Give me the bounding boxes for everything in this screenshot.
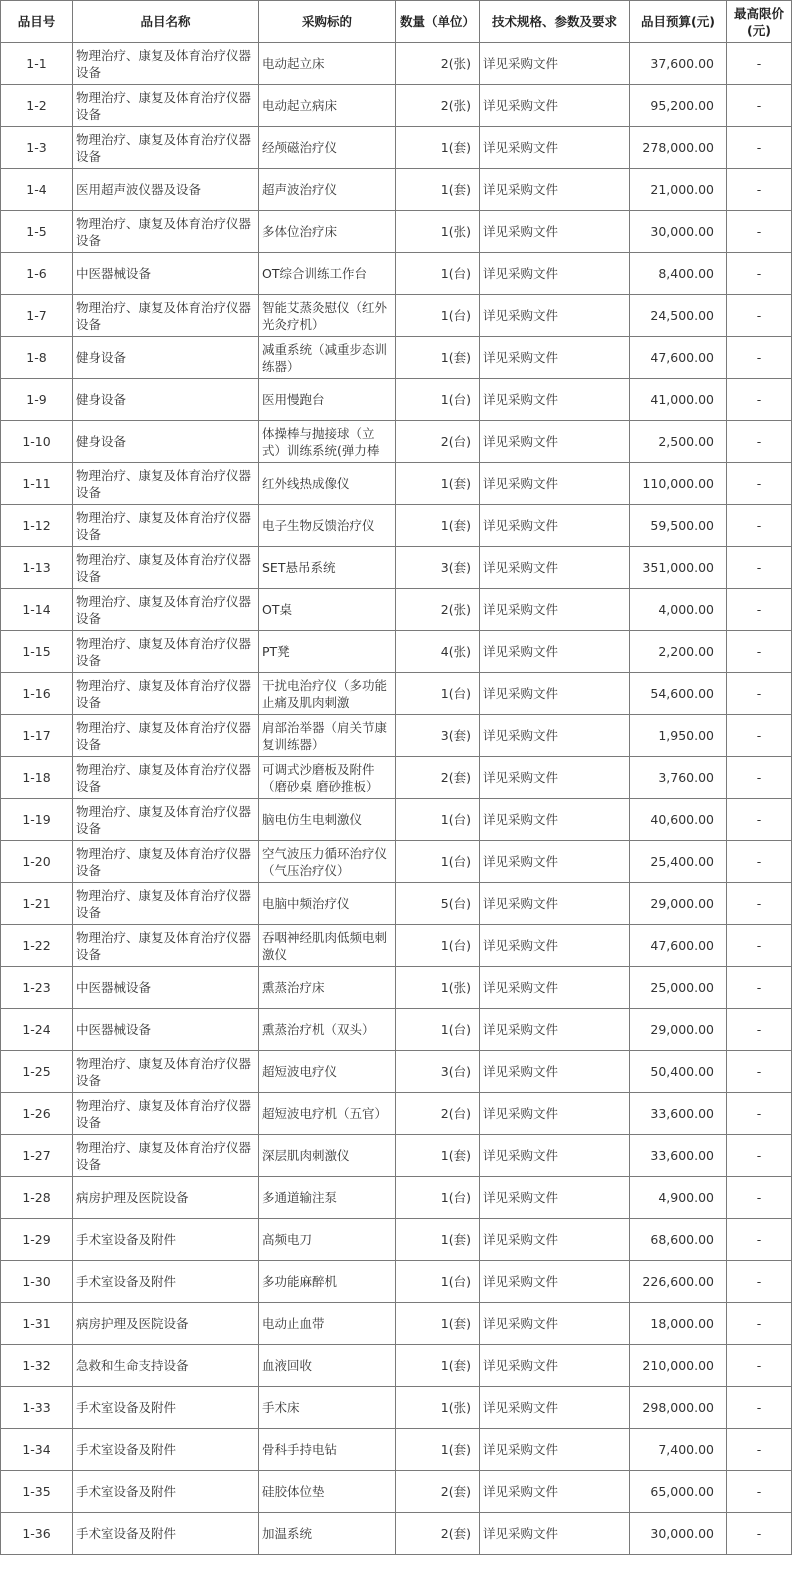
- cell-item-category: 手术室设备及附件: [73, 1471, 259, 1513]
- cell-specification: 详见采购文件: [480, 337, 630, 379]
- cell-budget: 30,000.00: [630, 211, 727, 253]
- header-max-price: 最高限价(元): [727, 1, 792, 43]
- cell-procurement-item: 智能艾蒸灸慰仪（红外光灸疗机）: [259, 295, 396, 337]
- cell-budget: 3,760.00: [630, 757, 727, 799]
- cell-procurement-item: 熏蒸治疗床: [259, 967, 396, 1009]
- cell-item-id: 1-15: [1, 631, 73, 673]
- table-row: [1, 631, 792, 673]
- cell-specification: 详见采购文件: [480, 715, 630, 757]
- cell-max-price: -: [727, 799, 792, 841]
- table-row: [1, 1135, 792, 1177]
- cell-item-category: 病房护理及医院设备: [73, 1303, 259, 1345]
- cell-quantity: 1(套): [396, 1135, 480, 1177]
- header-item-id: 品目号: [1, 1, 73, 43]
- cell-specification: 详见采购文件: [480, 967, 630, 1009]
- cell-item-category: 物理治疗、康复及体育治疗仪器设备: [73, 715, 259, 757]
- table-row: [1, 211, 792, 253]
- cell-procurement-item: 硅胶体位垫: [259, 1471, 396, 1513]
- cell-max-price: -: [727, 379, 792, 421]
- cell-procurement-item: 高频电刀: [259, 1219, 396, 1261]
- cell-procurement-item: 电脑中频治疗仪: [259, 883, 396, 925]
- cell-item-category: 物理治疗、康复及体育治疗仪器设备: [73, 841, 259, 883]
- cell-item-category: 物理治疗、康复及体育治疗仪器设备: [73, 757, 259, 799]
- table-row: [1, 967, 792, 1009]
- cell-specification: 详见采购文件: [480, 379, 630, 421]
- cell-item-category: 手术室设备及附件: [73, 1219, 259, 1261]
- cell-quantity: 3(台): [396, 1051, 480, 1093]
- cell-item-id: 1-9: [1, 379, 73, 421]
- cell-procurement-item: 超短波电疗仪: [259, 1051, 396, 1093]
- cell-procurement-item: 电动起立床: [259, 43, 396, 85]
- cell-item-id: 1-35: [1, 1471, 73, 1513]
- cell-specification: 详见采购文件: [480, 1051, 630, 1093]
- table-row: [1, 421, 792, 463]
- cell-item-id: 1-22: [1, 925, 73, 967]
- cell-item-category: 物理治疗、康复及体育治疗仪器设备: [73, 1135, 259, 1177]
- cell-specification: 详见采购文件: [480, 673, 630, 715]
- cell-budget: 25,000.00: [630, 967, 727, 1009]
- cell-specification: 详见采购文件: [480, 1009, 630, 1051]
- cell-max-price: -: [727, 505, 792, 547]
- cell-quantity: 2(张): [396, 43, 480, 85]
- cell-budget: 29,000.00: [630, 883, 727, 925]
- cell-item-id: 1-33: [1, 1387, 73, 1429]
- cell-procurement-item: 可调式沙磨板及附件（磨砂桌 磨砂推板）: [259, 757, 396, 799]
- cell-quantity: 2(台): [396, 1093, 480, 1135]
- cell-procurement-item: 电动止血带: [259, 1303, 396, 1345]
- cell-item-category: 手术室设备及附件: [73, 1261, 259, 1303]
- cell-item-category: 医用超声波仪器及设备: [73, 169, 259, 211]
- cell-max-price: -: [727, 295, 792, 337]
- cell-quantity: 1(台): [396, 1177, 480, 1219]
- cell-budget: 47,600.00: [630, 337, 727, 379]
- table-row: [1, 925, 792, 967]
- cell-max-price: -: [727, 967, 792, 1009]
- cell-procurement-item: 吞咽神经肌肉低频电刺激仪: [259, 925, 396, 967]
- cell-item-category: 中医器械设备: [73, 1009, 259, 1051]
- cell-budget: 33,600.00: [630, 1135, 727, 1177]
- cell-item-id: 1-34: [1, 1429, 73, 1471]
- cell-quantity: 1(张): [396, 1387, 480, 1429]
- cell-item-category: 物理治疗、康复及体育治疗仪器设备: [73, 463, 259, 505]
- cell-item-category: 物理治疗、康复及体育治疗仪器设备: [73, 547, 259, 589]
- header-procurement-item: 采购标的: [259, 1, 396, 43]
- table-row: [1, 1219, 792, 1261]
- table-row: [1, 379, 792, 421]
- table-row: [1, 295, 792, 337]
- cell-item-category: 中医器械设备: [73, 967, 259, 1009]
- table-row: [1, 1303, 792, 1345]
- cell-item-category: 急救和生命支持设备: [73, 1345, 259, 1387]
- cell-budget: 50,400.00: [630, 1051, 727, 1093]
- cell-budget: 8,400.00: [630, 253, 727, 295]
- cell-item-category: 健身设备: [73, 337, 259, 379]
- cell-specification: 详见采购文件: [480, 85, 630, 127]
- cell-specification: 详见采购文件: [480, 757, 630, 799]
- cell-quantity: 1(台): [396, 799, 480, 841]
- cell-specification: 详见采购文件: [480, 127, 630, 169]
- cell-procurement-item: 深层肌肉刺激仪: [259, 1135, 396, 1177]
- table-body: [1, 43, 792, 1555]
- cell-item-id: 1-13: [1, 547, 73, 589]
- cell-max-price: -: [727, 757, 792, 799]
- cell-procurement-item: 电子生物反馈治疗仪: [259, 505, 396, 547]
- cell-item-category: 物理治疗、康复及体育治疗仪器设备: [73, 673, 259, 715]
- header-budget: 品目预算(元): [630, 1, 727, 43]
- table-row: [1, 505, 792, 547]
- cell-quantity: 1(台): [396, 295, 480, 337]
- cell-procurement-item: OT综合训练工作台: [259, 253, 396, 295]
- cell-item-id: 1-29: [1, 1219, 73, 1261]
- table-row: [1, 841, 792, 883]
- cell-procurement-item: 血液回收: [259, 1345, 396, 1387]
- cell-procurement-item: 电动起立病床: [259, 85, 396, 127]
- cell-specification: 详见采购文件: [480, 1093, 630, 1135]
- cell-quantity: 2(张): [396, 85, 480, 127]
- header-specification: 技术规格、参数及要求: [480, 1, 630, 43]
- header-quantity: 数量（单位）: [396, 1, 480, 43]
- table-row: [1, 1261, 792, 1303]
- table-row: [1, 337, 792, 379]
- cell-budget: 59,500.00: [630, 505, 727, 547]
- cell-item-id: 1-4: [1, 169, 73, 211]
- cell-item-id: 1-27: [1, 1135, 73, 1177]
- cell-item-id: 1-36: [1, 1513, 73, 1555]
- cell-max-price: -: [727, 1051, 792, 1093]
- cell-item-id: 1-2: [1, 85, 73, 127]
- cell-item-category: 手术室设备及附件: [73, 1387, 259, 1429]
- table-row: [1, 169, 792, 211]
- cell-quantity: 1(台): [396, 673, 480, 715]
- cell-item-id: 1-24: [1, 1009, 73, 1051]
- cell-budget: 110,000.00: [630, 463, 727, 505]
- cell-procurement-item: 超声波治疗仪: [259, 169, 396, 211]
- cell-max-price: -: [727, 841, 792, 883]
- cell-procurement-item: 熏蒸治疗机（双头）: [259, 1009, 396, 1051]
- cell-procurement-item: 经颅磁治疗仪: [259, 127, 396, 169]
- cell-item-category: 物理治疗、康复及体育治疗仪器设备: [73, 505, 259, 547]
- table-row: [1, 1009, 792, 1051]
- cell-item-category: 健身设备: [73, 379, 259, 421]
- cell-procurement-item: 红外线热成像仪: [259, 463, 396, 505]
- cell-item-id: 1-17: [1, 715, 73, 757]
- cell-item-id: 1-5: [1, 211, 73, 253]
- cell-max-price: -: [727, 1471, 792, 1513]
- cell-budget: 95,200.00: [630, 85, 727, 127]
- cell-specification: 详见采购文件: [480, 421, 630, 463]
- table-row: [1, 715, 792, 757]
- cell-procurement-item: 脑电仿生电刺激仪: [259, 799, 396, 841]
- cell-quantity: 1(套): [396, 1429, 480, 1471]
- cell-max-price: -: [727, 925, 792, 967]
- cell-budget: 40,600.00: [630, 799, 727, 841]
- cell-quantity: 2(台): [396, 421, 480, 463]
- cell-quantity: 3(套): [396, 547, 480, 589]
- table-row: [1, 1429, 792, 1471]
- cell-quantity: 2(套): [396, 1513, 480, 1555]
- cell-quantity: 1(台): [396, 841, 480, 883]
- cell-specification: 详见采购文件: [480, 169, 630, 211]
- cell-specification: 详见采购文件: [480, 925, 630, 967]
- cell-item-category: 物理治疗、康复及体育治疗仪器设备: [73, 1051, 259, 1093]
- cell-budget: 1,950.00: [630, 715, 727, 757]
- cell-item-category: 健身设备: [73, 421, 259, 463]
- cell-item-category: 物理治疗、康复及体育治疗仪器设备: [73, 43, 259, 85]
- cell-quantity: 5(台): [396, 883, 480, 925]
- cell-max-price: -: [727, 883, 792, 925]
- cell-item-id: 1-20: [1, 841, 73, 883]
- cell-item-id: 1-18: [1, 757, 73, 799]
- cell-quantity: 2(张): [396, 589, 480, 631]
- cell-max-price: -: [727, 1303, 792, 1345]
- cell-max-price: -: [727, 1009, 792, 1051]
- cell-item-category: 手术室设备及附件: [73, 1429, 259, 1471]
- cell-budget: 33,600.00: [630, 1093, 727, 1135]
- cell-item-category: 物理治疗、康复及体育治疗仪器设备: [73, 127, 259, 169]
- cell-budget: 47,600.00: [630, 925, 727, 967]
- cell-max-price: -: [727, 631, 792, 673]
- cell-specification: 详见采购文件: [480, 1177, 630, 1219]
- cell-max-price: -: [727, 1093, 792, 1135]
- cell-max-price: -: [727, 589, 792, 631]
- header-row: [1, 1, 792, 43]
- cell-procurement-item: 医用慢跑台: [259, 379, 396, 421]
- cell-max-price: -: [727, 1177, 792, 1219]
- cell-quantity: 1(张): [396, 211, 480, 253]
- cell-procurement-item: 干扰电治疗仪（多功能止痛及肌肉刺激: [259, 673, 396, 715]
- cell-item-category: 物理治疗、康复及体育治疗仪器设备: [73, 589, 259, 631]
- cell-budget: 68,600.00: [630, 1219, 727, 1261]
- cell-budget: 24,500.00: [630, 295, 727, 337]
- cell-max-price: -: [727, 1345, 792, 1387]
- cell-budget: 2,500.00: [630, 421, 727, 463]
- cell-item-id: 1-32: [1, 1345, 73, 1387]
- cell-specification: 详见采购文件: [480, 1261, 630, 1303]
- header-item-category: 品目名称: [73, 1, 259, 43]
- cell-quantity: 2(套): [396, 1471, 480, 1513]
- cell-max-price: -: [727, 253, 792, 295]
- cell-max-price: -: [727, 1135, 792, 1177]
- table-row: [1, 883, 792, 925]
- cell-procurement-item: 多功能麻醉机: [259, 1261, 396, 1303]
- cell-quantity: 1(套): [396, 1345, 480, 1387]
- cell-item-category: 物理治疗、康复及体育治疗仪器设备: [73, 631, 259, 673]
- cell-budget: 226,600.00: [630, 1261, 727, 1303]
- cell-item-id: 1-7: [1, 295, 73, 337]
- cell-item-id: 1-8: [1, 337, 73, 379]
- cell-quantity: 3(套): [396, 715, 480, 757]
- cell-budget: 65,000.00: [630, 1471, 727, 1513]
- cell-item-id: 1-3: [1, 127, 73, 169]
- cell-quantity: 1(套): [396, 505, 480, 547]
- cell-quantity: 1(张): [396, 967, 480, 1009]
- cell-specification: 详见采购文件: [480, 43, 630, 85]
- cell-specification: 详见采购文件: [480, 1303, 630, 1345]
- cell-budget: 210,000.00: [630, 1345, 727, 1387]
- cell-item-id: 1-30: [1, 1261, 73, 1303]
- cell-max-price: -: [727, 1261, 792, 1303]
- cell-item-id: 1-12: [1, 505, 73, 547]
- cell-item-category: 物理治疗、康复及体育治疗仪器设备: [73, 295, 259, 337]
- cell-budget: 4,900.00: [630, 1177, 727, 1219]
- cell-quantity: 1(台): [396, 379, 480, 421]
- cell-item-id: 1-10: [1, 421, 73, 463]
- cell-item-category: 手术室设备及附件: [73, 1513, 259, 1555]
- table-row: [1, 85, 792, 127]
- cell-item-id: 1-6: [1, 253, 73, 295]
- table-row: [1, 589, 792, 631]
- table-row: [1, 127, 792, 169]
- table-row: [1, 547, 792, 589]
- cell-max-price: -: [727, 421, 792, 463]
- cell-quantity: 1(台): [396, 1261, 480, 1303]
- cell-budget: 25,400.00: [630, 841, 727, 883]
- cell-quantity: 1(套): [396, 1219, 480, 1261]
- cell-budget: 54,600.00: [630, 673, 727, 715]
- cell-max-price: -: [727, 85, 792, 127]
- cell-item-category: 物理治疗、康复及体育治疗仪器设备: [73, 1093, 259, 1135]
- cell-budget: 29,000.00: [630, 1009, 727, 1051]
- cell-specification: 详见采购文件: [480, 295, 630, 337]
- cell-quantity: 4(张): [396, 631, 480, 673]
- table-row: [1, 1177, 792, 1219]
- table-header: [1, 1, 792, 43]
- cell-quantity: 1(套): [396, 337, 480, 379]
- cell-quantity: 1(台): [396, 253, 480, 295]
- cell-procurement-item: 空气波压力循环治疗仪（气压治疗仪）: [259, 841, 396, 883]
- cell-specification: 详见采购文件: [480, 1471, 630, 1513]
- cell-specification: 详见采购文件: [480, 631, 630, 673]
- table-row: [1, 463, 792, 505]
- cell-item-id: 1-26: [1, 1093, 73, 1135]
- table-row: [1, 1513, 792, 1555]
- cell-item-id: 1-28: [1, 1177, 73, 1219]
- cell-item-category: 物理治疗、康复及体育治疗仪器设备: [73, 85, 259, 127]
- cell-procurement-item: 手术床: [259, 1387, 396, 1429]
- cell-item-id: 1-25: [1, 1051, 73, 1093]
- cell-specification: 详见采购文件: [480, 1219, 630, 1261]
- cell-item-id: 1-21: [1, 883, 73, 925]
- cell-max-price: -: [727, 715, 792, 757]
- cell-procurement-item: 减重系统（减重步态训练器）: [259, 337, 396, 379]
- table-row: [1, 1345, 792, 1387]
- cell-max-price: -: [727, 127, 792, 169]
- cell-specification: 详见采购文件: [480, 1513, 630, 1555]
- table-row: [1, 1387, 792, 1429]
- cell-item-id: 1-16: [1, 673, 73, 715]
- cell-specification: 详见采购文件: [480, 1135, 630, 1177]
- cell-quantity: 2(套): [396, 757, 480, 799]
- cell-item-id: 1-1: [1, 43, 73, 85]
- cell-max-price: -: [727, 1429, 792, 1471]
- cell-budget: 30,000.00: [630, 1513, 727, 1555]
- cell-max-price: -: [727, 1513, 792, 1555]
- cell-item-id: 1-14: [1, 589, 73, 631]
- cell-procurement-item: 超短波电疗机（五官）: [259, 1093, 396, 1135]
- cell-max-price: -: [727, 1219, 792, 1261]
- cell-budget: 351,000.00: [630, 547, 727, 589]
- cell-specification: 详见采购文件: [480, 253, 630, 295]
- cell-budget: 2,200.00: [630, 631, 727, 673]
- cell-procurement-item: 体操棒与抛接球（立式）训练系统(弹力棒: [259, 421, 396, 463]
- cell-budget: 37,600.00: [630, 43, 727, 85]
- cell-budget: 278,000.00: [630, 127, 727, 169]
- cell-quantity: 1(套): [396, 127, 480, 169]
- cell-max-price: -: [727, 547, 792, 589]
- table-row: [1, 757, 792, 799]
- cell-specification: 详见采购文件: [480, 1387, 630, 1429]
- cell-max-price: -: [727, 1387, 792, 1429]
- cell-budget: 21,000.00: [630, 169, 727, 211]
- cell-procurement-item: 加温系统: [259, 1513, 396, 1555]
- cell-procurement-item: 肩部治举器（肩关节康复训练器）: [259, 715, 396, 757]
- cell-specification: 详见采购文件: [480, 463, 630, 505]
- cell-item-category: 物理治疗、康复及体育治疗仪器设备: [73, 799, 259, 841]
- table-row: [1, 1093, 792, 1135]
- cell-specification: 详见采购文件: [480, 589, 630, 631]
- cell-procurement-item: OT桌: [259, 589, 396, 631]
- cell-item-id: 1-31: [1, 1303, 73, 1345]
- cell-item-id: 1-11: [1, 463, 73, 505]
- cell-max-price: -: [727, 463, 792, 505]
- cell-budget: 18,000.00: [630, 1303, 727, 1345]
- cell-specification: 详见采购文件: [480, 799, 630, 841]
- cell-procurement-item: PT凳: [259, 631, 396, 673]
- cell-specification: 详见采购文件: [480, 841, 630, 883]
- cell-specification: 详见采购文件: [480, 505, 630, 547]
- table-row: [1, 253, 792, 295]
- cell-item-category: 物理治疗、康复及体育治疗仪器设备: [73, 925, 259, 967]
- cell-specification: 详见采购文件: [480, 883, 630, 925]
- cell-specification: 详见采购文件: [480, 547, 630, 589]
- cell-max-price: -: [727, 169, 792, 211]
- cell-procurement-item: 多通道输注泵: [259, 1177, 396, 1219]
- cell-item-id: 1-23: [1, 967, 73, 1009]
- cell-specification: 详见采购文件: [480, 1345, 630, 1387]
- table-row: [1, 43, 792, 85]
- cell-quantity: 1(台): [396, 1009, 480, 1051]
- table-row: [1, 1051, 792, 1093]
- cell-max-price: -: [727, 211, 792, 253]
- table-row: [1, 799, 792, 841]
- cell-max-price: -: [727, 673, 792, 715]
- table-row: [1, 673, 792, 715]
- cell-quantity: 1(套): [396, 463, 480, 505]
- cell-budget: 7,400.00: [630, 1429, 727, 1471]
- cell-quantity: 1(套): [396, 1303, 480, 1345]
- cell-item-category: 病房护理及医院设备: [73, 1177, 259, 1219]
- cell-max-price: -: [727, 337, 792, 379]
- cell-budget: 298,000.00: [630, 1387, 727, 1429]
- cell-specification: 详见采购文件: [480, 211, 630, 253]
- cell-specification: 详见采购文件: [480, 1429, 630, 1471]
- table-row: [1, 1471, 792, 1513]
- cell-budget: 41,000.00: [630, 379, 727, 421]
- cell-procurement-item: SET悬吊系统: [259, 547, 396, 589]
- cell-budget: 4,000.00: [630, 589, 727, 631]
- cell-procurement-item: 多体位治疗床: [259, 211, 396, 253]
- cell-procurement-item: 骨科手持电钻: [259, 1429, 396, 1471]
- cell-item-id: 1-19: [1, 799, 73, 841]
- cell-item-category: 中医器械设备: [73, 253, 259, 295]
- cell-quantity: 1(台): [396, 925, 480, 967]
- cell-item-category: 物理治疗、康复及体育治疗仪器设备: [73, 211, 259, 253]
- cell-item-category: 物理治疗、康复及体育治疗仪器设备: [73, 883, 259, 925]
- cell-max-price: -: [727, 43, 792, 85]
- cell-quantity: 1(套): [396, 169, 480, 211]
